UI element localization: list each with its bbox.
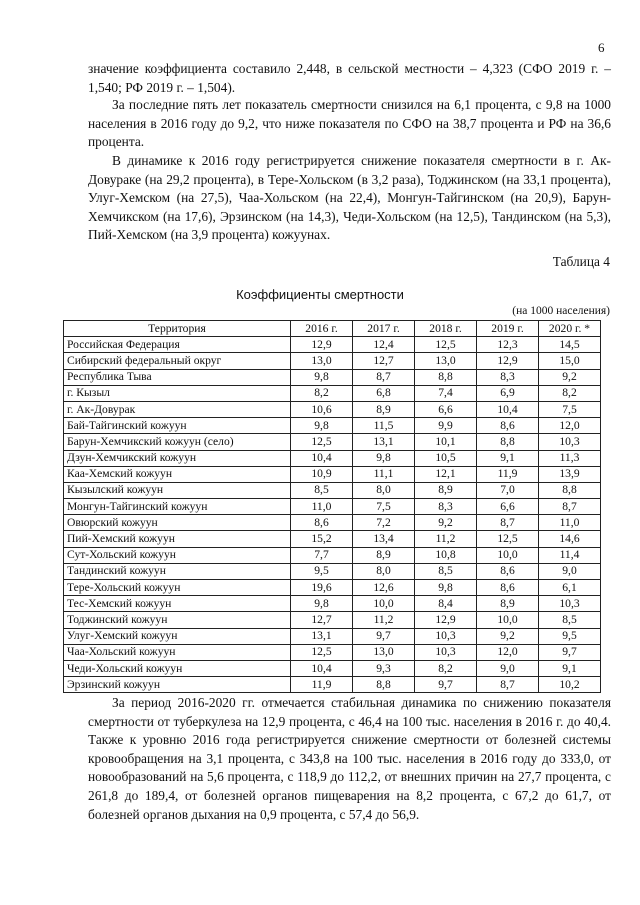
table-row <box>64 563 601 579</box>
table-label: Таблица 4 <box>552 254 610 269</box>
value-cell: 9,1 <box>539 660 601 676</box>
value-cell: 6,6 <box>477 499 539 515</box>
header-2017: 2017 г. <box>353 321 415 337</box>
value-cell: 10,0 <box>477 612 539 628</box>
value-cell: 11,2 <box>415 531 477 547</box>
territory-cell: Монгун-Тайгинский кожуун <box>64 499 291 515</box>
value-cell: 8,0 <box>353 482 415 498</box>
value-cell: 6,8 <box>353 385 415 401</box>
value-cell: 9,8 <box>291 418 353 434</box>
value-cell: 10,8 <box>415 547 477 563</box>
territory-cell: Эрзинский кожуун <box>64 677 291 693</box>
value-cell: 8,9 <box>477 596 539 612</box>
territory-cell: Пий-Хемский кожуун <box>64 531 291 547</box>
table-row <box>64 385 601 401</box>
value-cell: 8,8 <box>353 677 415 693</box>
value-cell: 8,4 <box>415 596 477 612</box>
table-row <box>64 466 601 482</box>
value-cell: 8,6 <box>477 563 539 579</box>
territory-cell: Сут-Хольский кожуун <box>64 547 291 563</box>
value-cell: 10,4 <box>291 660 353 676</box>
header-2019: 2019 г. <box>477 321 539 337</box>
value-cell: 12,0 <box>539 418 601 434</box>
territory-cell: Дзун-Хемчикский кожуун <box>64 450 291 466</box>
value-cell: 9,8 <box>415 580 477 596</box>
value-cell: 7,5 <box>353 499 415 515</box>
territory-cell: Тес-Хемский кожуун <box>64 596 291 612</box>
value-cell: 12,7 <box>353 353 415 369</box>
value-cell: 8,7 <box>539 499 601 515</box>
table-body <box>64 337 601 693</box>
table-row <box>64 337 601 353</box>
value-cell: 8,9 <box>353 401 415 417</box>
value-cell: 10,1 <box>415 434 477 450</box>
value-cell: 9,8 <box>291 369 353 385</box>
territory-cell: Чеди-Хольский кожуун <box>64 660 291 676</box>
value-cell: 8,8 <box>477 434 539 450</box>
table-row <box>64 418 601 434</box>
value-cell: 10,0 <box>353 596 415 612</box>
territory-cell: Чаа-Хольский кожуун <box>64 644 291 660</box>
value-cell: 12,9 <box>415 612 477 628</box>
value-cell: 10,9 <box>291 466 353 482</box>
value-cell: 13,0 <box>415 353 477 369</box>
value-cell: 12,3 <box>477 337 539 353</box>
value-cell: 9,0 <box>477 660 539 676</box>
value-cell: 9,7 <box>539 644 601 660</box>
value-cell: 9,2 <box>415 515 477 531</box>
table-row <box>64 482 601 498</box>
header-territory: Территория <box>64 321 291 337</box>
table-row <box>64 450 601 466</box>
value-cell: 8,7 <box>477 677 539 693</box>
value-cell: 8,5 <box>539 612 601 628</box>
territory-cell: Кызылский кожуун <box>64 482 291 498</box>
value-cell: 14,5 <box>539 337 601 353</box>
table-row <box>64 628 601 644</box>
value-cell: 13,0 <box>291 353 353 369</box>
table-row <box>64 531 601 547</box>
value-cell: 10,3 <box>539 596 601 612</box>
value-cell: 7,5 <box>539 401 601 417</box>
value-cell: 8,5 <box>415 563 477 579</box>
value-cell: 8,2 <box>291 385 353 401</box>
value-cell: 9,8 <box>291 596 353 612</box>
header-2018: 2018 г. <box>415 321 477 337</box>
value-cell: 8,3 <box>415 499 477 515</box>
value-cell: 9,7 <box>415 677 477 693</box>
table-row <box>64 580 601 596</box>
value-cell: 10,0 <box>477 547 539 563</box>
table-row <box>64 677 601 693</box>
value-cell: 10,6 <box>291 401 353 417</box>
value-cell: 9,2 <box>539 369 601 385</box>
table-header-row <box>64 321 601 337</box>
value-cell: 19,6 <box>291 580 353 596</box>
value-cell: 8,8 <box>539 482 601 498</box>
value-cell: 9,5 <box>291 563 353 579</box>
value-cell: 9,3 <box>353 660 415 676</box>
value-cell: 9,5 <box>539 628 601 644</box>
table-row <box>64 612 601 628</box>
table-row <box>64 353 601 369</box>
value-cell: 12,9 <box>291 337 353 353</box>
value-cell: 13,9 <box>539 466 601 482</box>
paragraph-1: значение коэффициента составило 2,448, в сельской местности – 4,323 (СФО 2019 г. – 1,540; РФ 2019 г. – 1,504). <box>88 61 611 95</box>
value-cell: 8,9 <box>353 547 415 563</box>
value-cell: 9,2 <box>477 628 539 644</box>
territory-cell: г. Кызыл <box>64 385 291 401</box>
value-cell: 10,4 <box>477 401 539 417</box>
table-row <box>64 401 601 417</box>
table-row <box>64 369 601 385</box>
table-row <box>64 596 601 612</box>
value-cell: 6,9 <box>477 385 539 401</box>
value-cell: 12,7 <box>291 612 353 628</box>
value-cell: 8,3 <box>477 369 539 385</box>
territory-cell: Тоджинский кожуун <box>64 612 291 628</box>
value-cell: 8,7 <box>477 515 539 531</box>
value-cell: 12,5 <box>291 434 353 450</box>
value-cell: 12,6 <box>353 580 415 596</box>
table-row <box>64 499 601 515</box>
value-cell: 8,6 <box>477 580 539 596</box>
table-unit-note: (на 1000 населения) <box>512 305 610 317</box>
value-cell: 6,6 <box>415 401 477 417</box>
value-cell: 11,1 <box>353 466 415 482</box>
mortality-table <box>63 320 601 693</box>
value-cell: 9,7 <box>353 628 415 644</box>
value-cell: 12,5 <box>415 337 477 353</box>
value-cell: 13,1 <box>291 628 353 644</box>
territory-cell: Бай-Тайгинский кожуун <box>64 418 291 434</box>
territory-cell: Тандинский кожуун <box>64 563 291 579</box>
value-cell: 12,4 <box>353 337 415 353</box>
territory-cell: Барун-Хемчикский кожуун (село) <box>64 434 291 450</box>
value-cell: 10,2 <box>539 677 601 693</box>
territory-cell: Республика Тыва <box>64 369 291 385</box>
value-cell: 8,2 <box>539 385 601 401</box>
header-2016: 2016 г. <box>291 321 353 337</box>
value-cell: 12,0 <box>477 644 539 660</box>
value-cell: 8,6 <box>291 515 353 531</box>
value-cell: 10,4 <box>291 450 353 466</box>
value-cell: 11,0 <box>291 499 353 515</box>
value-cell: 7,4 <box>415 385 477 401</box>
value-cell: 8,8 <box>415 369 477 385</box>
value-cell: 10,3 <box>415 628 477 644</box>
table-row <box>64 434 601 450</box>
value-cell: 9,1 <box>477 450 539 466</box>
value-cell: 8,2 <box>415 660 477 676</box>
paragraph-2: За последние пять лет показатель смертности снизился на 6,1 процента, с 9,8 на 1000 населения в 2016 году до 9,2, что ниже показателя по СФО на 38,7 процента и РФ на 36,6 процента. <box>88 97 611 150</box>
territory-cell: г. Ак-Довурак <box>64 401 291 417</box>
table-title: Коэффициенты смертности <box>236 287 404 302</box>
value-cell: 9,8 <box>353 450 415 466</box>
value-cell: 8,6 <box>477 418 539 434</box>
value-cell: 7,7 <box>291 547 353 563</box>
value-cell: 9,0 <box>539 563 601 579</box>
table-row <box>64 547 601 563</box>
territory-cell: Улуг-Хемский кожуун <box>64 628 291 644</box>
value-cell: 12,9 <box>477 353 539 369</box>
value-cell: 11,5 <box>353 418 415 434</box>
value-cell: 7,0 <box>477 482 539 498</box>
value-cell: 8,0 <box>353 563 415 579</box>
paragraph-4: За период 2016-2020 гг. отмечается стабильная динамика по снижению показателя смертности от туберкулеза на 12,9 процента, с 46,4 на 100 тыс. населения в 2016 г. до 40,4. Также к уровню 2016 года регистрируется снижение смертности от болезней системы кровообращения на 3,1 процента, с 343,8 на 100 тыс. населения в 2016 году до 333,0, от новообразований на 5,6 процента, с 118,9 до 112,2, от внешних причин на 27,7 процента, с 261,8 до 189,4, от болезней органов пищеварения на 8,2 процента, с 67,2 до 61,7, от болезней органов дыхания на 0,9 процента, с 57,4 до 56,9. <box>88 695 611 822</box>
value-cell: 11,9 <box>477 466 539 482</box>
value-cell: 8,7 <box>353 369 415 385</box>
paragraph-3: В динамике к 2016 году регистрируется снижение показателя смертности в г. Ак-Довураке (на 29,2 процента), в Тере-Хольском (в 3,2 раза), Тоджинском (на 33,1 процента), Улуг-Хемском (на 27,5), Чаа-Хольском (на 22,4), Монгун-Тайгинском (на 20,9), Барун-Хемчикском (на 17,6), Эрзинском (на 14,3), Чеди-Хольском (на 12,5), Тандинском (на 5,3), Пий-Хемском (на 3,9 процента) кожуунах. <box>88 153 611 243</box>
value-cell: 11,3 <box>539 450 601 466</box>
value-cell: 6,1 <box>539 580 601 596</box>
table-row <box>64 660 601 676</box>
value-cell: 15,0 <box>539 353 601 369</box>
territory-cell: Тере-Хольский кожуун <box>64 580 291 596</box>
value-cell: 12,5 <box>477 531 539 547</box>
page-number: 6 <box>598 40 605 55</box>
territory-cell: Сибирский федеральный округ <box>64 353 291 369</box>
value-cell: 12,1 <box>415 466 477 482</box>
value-cell: 13,4 <box>353 531 415 547</box>
table-row <box>64 644 601 660</box>
value-cell: 10,3 <box>539 434 601 450</box>
value-cell: 13,0 <box>353 644 415 660</box>
value-cell: 15,2 <box>291 531 353 547</box>
territory-cell: Овюрский кожуун <box>64 515 291 531</box>
value-cell: 11,2 <box>353 612 415 628</box>
value-cell: 14,6 <box>539 531 601 547</box>
header-2020: 2020 г. * <box>539 321 601 337</box>
table-row <box>64 515 601 531</box>
value-cell: 8,9 <box>415 482 477 498</box>
value-cell: 11,9 <box>291 677 353 693</box>
value-cell: 8,5 <box>291 482 353 498</box>
value-cell: 11,4 <box>539 547 601 563</box>
value-cell: 10,5 <box>415 450 477 466</box>
value-cell: 10,3 <box>415 644 477 660</box>
value-cell: 12,5 <box>291 644 353 660</box>
value-cell: 9,9 <box>415 418 477 434</box>
territory-cell: Каа-Хемский кожуун <box>64 466 291 482</box>
value-cell: 7,2 <box>353 515 415 531</box>
territory-cell: Российская Федерация <box>64 337 291 353</box>
value-cell: 11,0 <box>539 515 601 531</box>
value-cell: 13,1 <box>353 434 415 450</box>
